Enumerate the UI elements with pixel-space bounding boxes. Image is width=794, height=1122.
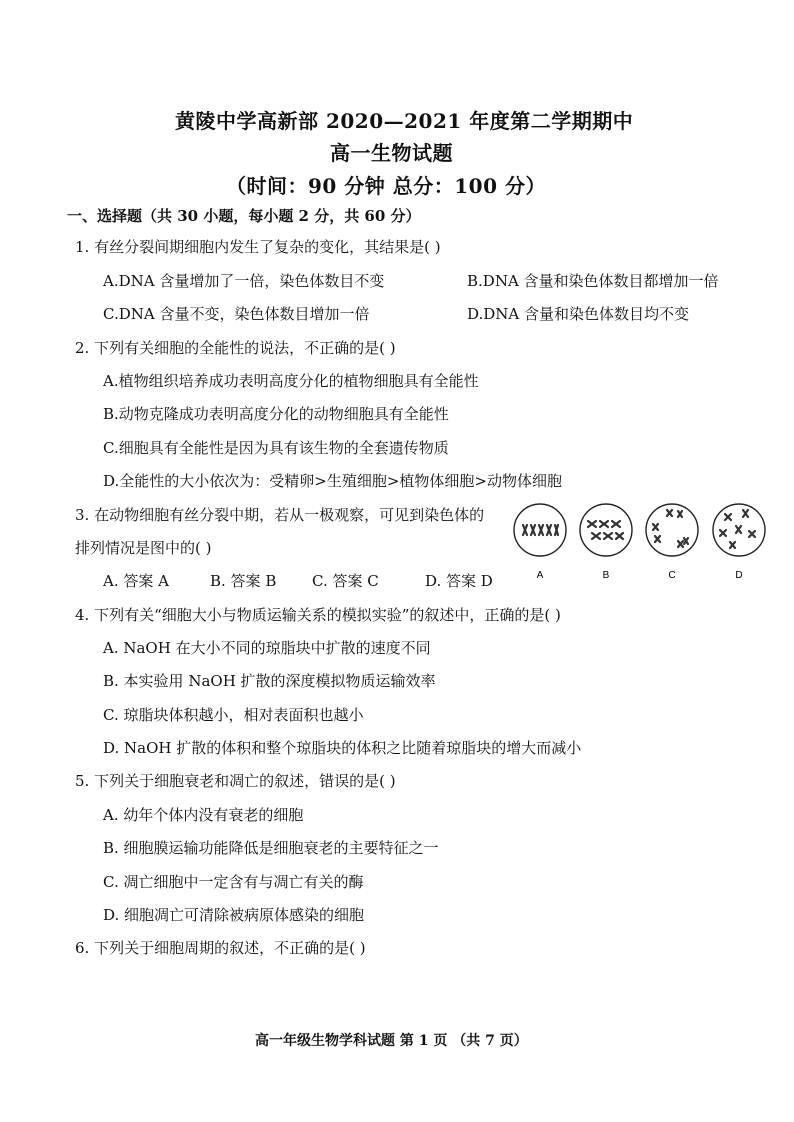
figure-label-a: A [536,570,544,581]
figure-label-b: B [602,570,610,581]
q3-option-d: D. 答案 D [425,572,493,590]
question-4-stem: 4. 下列有关“细胞大小与物质运输关系的模拟实验”的叙述中，正确的是( ) [75,606,561,624]
q4-option-a: A. NaOH 在大小不同的琼脂块中扩散的速度不同 [103,639,431,657]
question-3-stem-line2: 排列情况是图中的( ) [75,539,212,557]
figure-label-c: C [668,570,676,581]
question-6-stem: 6. 下列关于细胞周期的叙述，不正确的是( ) [75,939,366,957]
q2-option-c: C.细胞具有全能性是因为具有该生物的全套遗传物质 [103,439,449,457]
exam-title-line2: 高一生物试题 [330,141,453,165]
q1-option-a: A.DNA 含量增加了一倍，染色体数目不变 [103,272,385,290]
q5-option-d: D. 细胞凋亡可清除被病原体感染的细胞 [103,906,365,924]
q5-option-c: C. 凋亡细胞中一定含有与凋亡有关的酶 [103,873,364,891]
q3-option-b: B. 答案 B [210,572,277,590]
q3-option-c: C. 答案 C [312,572,379,590]
q4-option-d: D. NaOH 扩散的体积和整个琼脂块的体积之比随着琼脂块的增大而减小 [103,739,582,757]
cell-c [646,504,698,556]
q2-option-a: A.植物组织培养成功表明高度分化的植物细胞具有全能性 [103,372,479,390]
question-2-stem: 2. 下列有关细胞的全能性的说法，不正确的是( ) [75,339,396,357]
cell-a [514,504,566,556]
question-1-stem: 1. 有丝分裂间期细胞内发生了复杂的变化，其结果是( ) [75,238,441,256]
q5-option-b: B. 细胞膜运输功能降低是细胞衰老的主要特征之一 [103,839,439,857]
cell-d [713,504,765,556]
exam-time-score: （时间：90 分钟 总分：100 分） [226,174,546,198]
q3-option-a: A. 答案 A [103,572,169,590]
q1-option-b: B.DNA 含量和染色体数目都增加一倍 [467,272,719,290]
question-5-stem: 5. 下列关于细胞衰老和凋亡的叙述，错误的是( ) [75,772,396,790]
cell-b [580,504,632,556]
q5-option-a: A. 幼年个体内没有衰老的细胞 [103,806,304,824]
q1-option-d: D.DNA 含量和染色体数目均不变 [467,305,690,323]
q1-option-c: C.DNA 含量不变，染色体数目增加一倍 [103,305,370,323]
q2-option-d: D.全能性的大小依次为：受精卵>生殖细胞>植物体细胞>动物体细胞 [103,472,562,490]
section-heading: 一、选择题（共 30 小题，每小题 2 分，共 60 分） [67,207,421,225]
q4-option-c: C. 琼脂块体积越小，相对表面积也越小 [103,706,364,724]
q2-option-b: B.动物克隆成功表明高度分化的动物细胞具有全能性 [103,405,449,423]
question-3-stem-line1: 3. 在动物细胞有丝分裂中期，若从一极观察，可见到染色体的 [75,506,485,524]
exam-title-line1: 黄陵中学高新部 2020—2021 年度第二学期期中 [175,109,634,133]
figure-label-d: D [735,570,743,581]
page-footer: 高一年级生物学科试题 第 1 页 （共 7 页） [255,1033,528,1049]
chromosome-arrangement-figure [512,500,774,586]
q4-option-b: B. 本实验用 NaOH 扩散的深度模拟物质运输效率 [103,672,436,690]
